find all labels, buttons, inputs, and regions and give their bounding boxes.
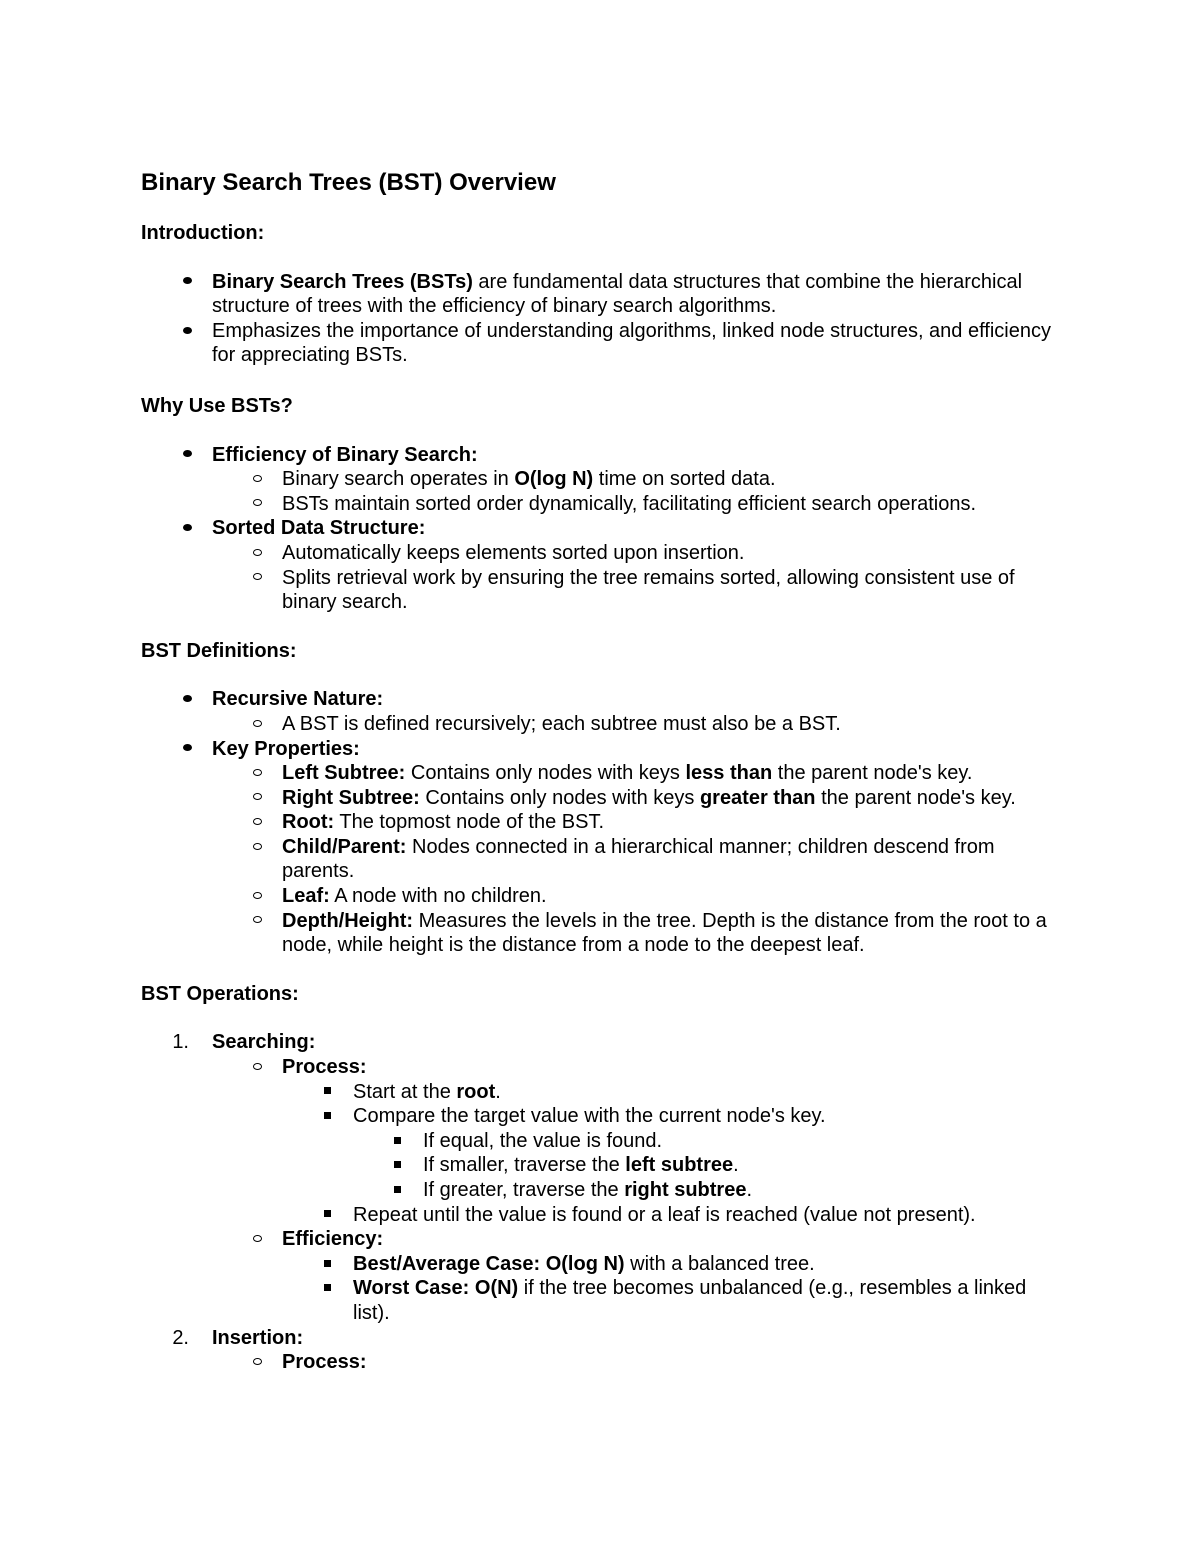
list-item: Key Properties: <box>141 737 1061 762</box>
bullet-icon <box>177 687 197 712</box>
list-item: Right Subtree: Contains only nodes with keys greater than the parent node's key. <box>141 786 1061 811</box>
section-heading-why: Why Use BSTs? <box>141 394 293 417</box>
bullet-icon <box>177 737 197 762</box>
list-item: Compare the target value with the current node's key. <box>141 1104 1061 1129</box>
list-item: Best/Average Case: O(log N) with a balanced tree. <box>141 1252 1061 1277</box>
list-item: Sorted Data Structure: <box>141 516 1061 541</box>
list-item: Leaf: A node with no children. <box>141 884 1061 909</box>
list-item: Binary Search Trees (BSTs) are fundamental data structures that combine the hierarchical structure of trees with the efficiency of binary search algorithms. <box>141 270 1061 319</box>
square-bullet-icon <box>387 1129 407 1154</box>
list-item: 2. Insertion: <box>141 1326 1061 1351</box>
why-list <box>141 443 1061 615</box>
circle-bullet-icon <box>247 1350 267 1375</box>
bullet-icon <box>177 270 197 295</box>
circle-bullet-icon <box>247 712 267 737</box>
circle-bullet-icon <box>247 1055 267 1080</box>
list-item: Child/Parent: Nodes connected in a hierarchical manner; children descend from parents. <box>141 835 1061 884</box>
list-item: Emphasizes the importance of understanding algorithms, linked node structures, and efficiency for appreciating BSTs. <box>141 319 1061 368</box>
list-item: Process: <box>141 1055 1061 1080</box>
list-number: 1. <box>172 1031 189 1054</box>
circle-bullet-icon <box>247 467 267 492</box>
page-title: Binary Search Trees (BST) Overview <box>141 169 556 196</box>
circle-bullet-icon <box>247 909 267 934</box>
definitions-list <box>141 687 1061 958</box>
list-item: Binary search operates in O(log N) time on sorted data. <box>141 467 1061 492</box>
square-bullet-icon <box>317 1203 337 1228</box>
circle-bullet-icon <box>247 761 267 786</box>
document-content <box>141 168 1061 1375</box>
circle-bullet-icon <box>247 835 267 860</box>
square-bullet-icon <box>317 1104 337 1129</box>
list-item: Left Subtree: Contains only nodes with keys less than the parent node's key. <box>141 761 1061 786</box>
list-number: 2. <box>172 1326 189 1349</box>
section-heading-definitions: BST Definitions: <box>141 639 297 662</box>
circle-bullet-icon <box>247 541 267 566</box>
list-item: Process: <box>141 1350 1061 1375</box>
intro-list <box>141 270 1061 368</box>
circle-bullet-icon <box>247 492 267 517</box>
section-heading-introduction: Introduction: <box>141 222 265 244</box>
circle-bullet-icon <box>247 884 267 909</box>
circle-bullet-icon <box>247 810 267 835</box>
list-item: If smaller, traverse the left subtree. <box>141 1153 1061 1178</box>
list-item: Root: The topmost node of the BST. <box>141 810 1061 835</box>
list-item: BSTs maintain sorted order dynamically, facilitating efficient search operations. <box>141 492 1061 517</box>
list-item: Efficiency of Binary Search: <box>141 443 1061 468</box>
list-item: If equal, the value is found. <box>141 1129 1061 1154</box>
bullet-icon <box>177 319 197 344</box>
square-bullet-icon <box>317 1080 337 1105</box>
square-bullet-icon <box>317 1252 337 1277</box>
circle-bullet-icon <box>247 1227 267 1252</box>
list-item: Worst Case: O(N) if the tree becomes unbalanced (e.g., resembles a linked list). <box>141 1276 1061 1325</box>
circle-bullet-icon <box>247 786 267 811</box>
section-heading-operations: BST Operations: <box>141 982 299 1005</box>
square-bullet-icon <box>387 1178 407 1203</box>
list-item: If greater, traverse the right subtree. <box>141 1178 1061 1203</box>
list-item: Depth/Height: Measures the levels in the tree. Depth is the distance from the root to a node, while height is the distance from a node to the deepest leaf. <box>141 909 1061 958</box>
list-item: Start at the root. <box>141 1080 1061 1105</box>
list-item: 1. Searching: <box>141 1030 1061 1055</box>
list-item: Automatically keeps elements sorted upon insertion. <box>141 541 1061 566</box>
list-item: Repeat until the value is found or a leaf is reached (value not present). <box>141 1203 1061 1228</box>
list-item: A BST is defined recursively; each subtree must also be a BST. <box>141 712 1061 737</box>
bullet-icon <box>177 443 197 468</box>
list-item: Recursive Nature: <box>141 687 1061 712</box>
square-bullet-icon <box>387 1153 407 1178</box>
list-item: Efficiency: <box>141 1227 1061 1252</box>
operations-list <box>141 1030 1061 1374</box>
square-bullet-icon <box>317 1276 337 1301</box>
list-item: Splits retrieval work by ensuring the tree remains sorted, allowing consistent use of binary search. <box>141 566 1061 615</box>
circle-bullet-icon <box>247 566 267 591</box>
bullet-icon <box>177 516 197 541</box>
